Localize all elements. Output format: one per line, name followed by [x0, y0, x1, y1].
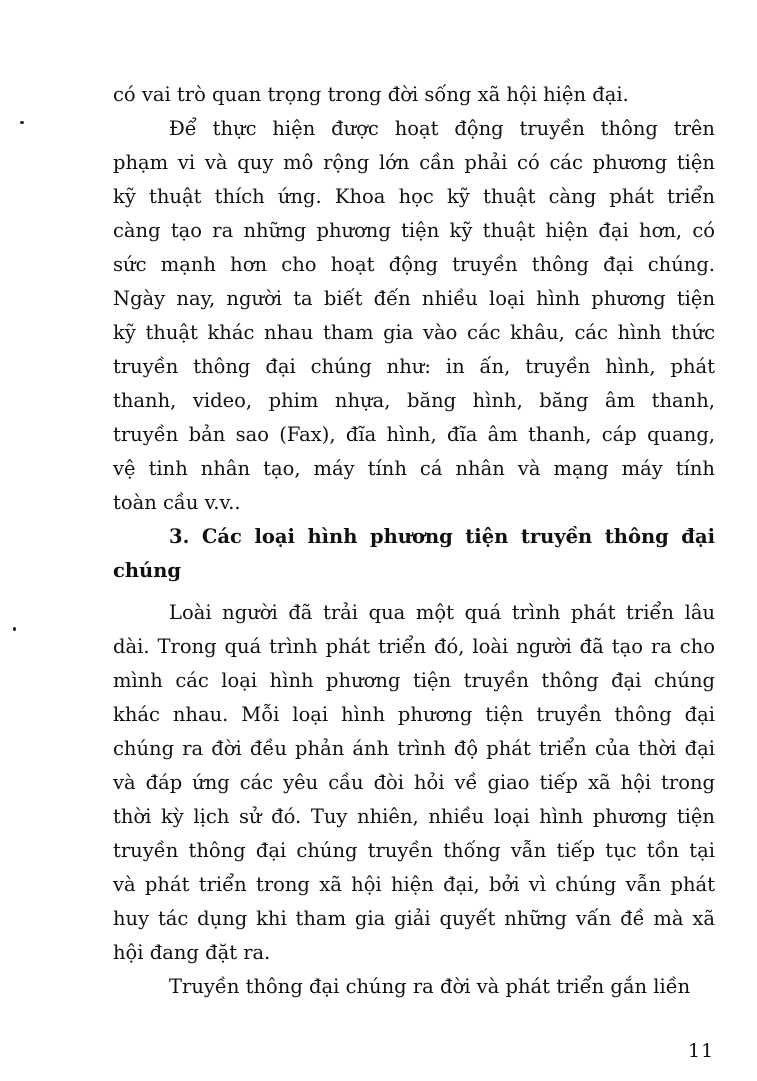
section-heading: chúng — [113, 559, 182, 582]
text-line: kỹ thuật thích ứng. Khoa học kỹ thuật càng phát triển — [113, 185, 715, 208]
text-line: dài. Trong quá trình phát triển đó, loài người đã tạo ra cho — [113, 635, 715, 658]
text-line: Loài người đã trải qua một quá trình phát triển lâu — [169, 601, 715, 624]
text-line: sức mạnh hơn cho hoạt động truyền thông đại chúng. — [113, 253, 715, 276]
text-line: càng tạo ra những phương tiện kỹ thuật hiện đại hơn, có — [113, 219, 715, 242]
text-line: hội đang đặt ra. — [113, 941, 271, 964]
text-line: thời kỳ lịch sử đó. Tuy nhiên, nhiều loại hình phương tiện — [113, 805, 715, 828]
text-line: truyền thông đại chúng như: in ấn, truyền hình, phát — [113, 355, 715, 378]
text-line: kỹ thuật khác nhau tham gia vào các khâu, các hình thức — [113, 321, 715, 344]
text-line: truyền bản sao (Fax), đĩa hình, đĩa âm thanh, cáp quang, — [113, 423, 715, 446]
text-line: Ngày nay, người ta biết đến nhiều loại hình phương tiện — [113, 287, 715, 310]
text-line: và phát triển trong xã hội hiện đại, bởi vì chúng vẫn phát — [113, 873, 715, 896]
text-line: toàn cầu v.v.. — [113, 491, 241, 514]
text-line: truyền thông đại chúng truyền thống vẫn tiếp tục tồn tại — [113, 839, 715, 862]
text-line: phạm vi và quy mô rộng lớn cần phải có các phương tiện — [113, 151, 715, 174]
page-body — [113, 78, 715, 1004]
text-line: Truyền thông đại chúng ra đời và phát triển gắn liền — [169, 975, 691, 998]
text-line: chúng ra đời đều phản ánh trình độ phát triển của thời đại — [113, 737, 715, 760]
scan-speck — [20, 121, 24, 124]
text-line: vệ tinh nhân tạo, máy tính cá nhân và mạng máy tính — [113, 457, 715, 480]
text-line: mình các loại hình phương tiện truyền thông đại chúng — [113, 669, 715, 692]
text-line: và đáp ứng các yêu cầu đòi hỏi về giao tiếp xã hội trong — [113, 771, 715, 794]
text-line: Để thực hiện được hoạt động truyền thông trên — [169, 117, 715, 140]
section-heading: 3. Các loại hình phương tiện truyền thông đại — [169, 525, 715, 548]
text-line: huy tác dụng khi tham gia giải quyết những vấn đề mà xã — [113, 907, 715, 930]
scan-speck — [13, 627, 16, 631]
page-number: 11 — [688, 1040, 715, 1062]
text-line: thanh, video, phim nhựa, băng hình, băng âm thanh, — [113, 389, 715, 412]
text-line: có vai trò quan trọng trong đời sống xã hội hiện đại. — [113, 83, 629, 106]
text-line: khác nhau. Mỗi loại hình phương tiện truyền thông đại — [113, 703, 715, 726]
